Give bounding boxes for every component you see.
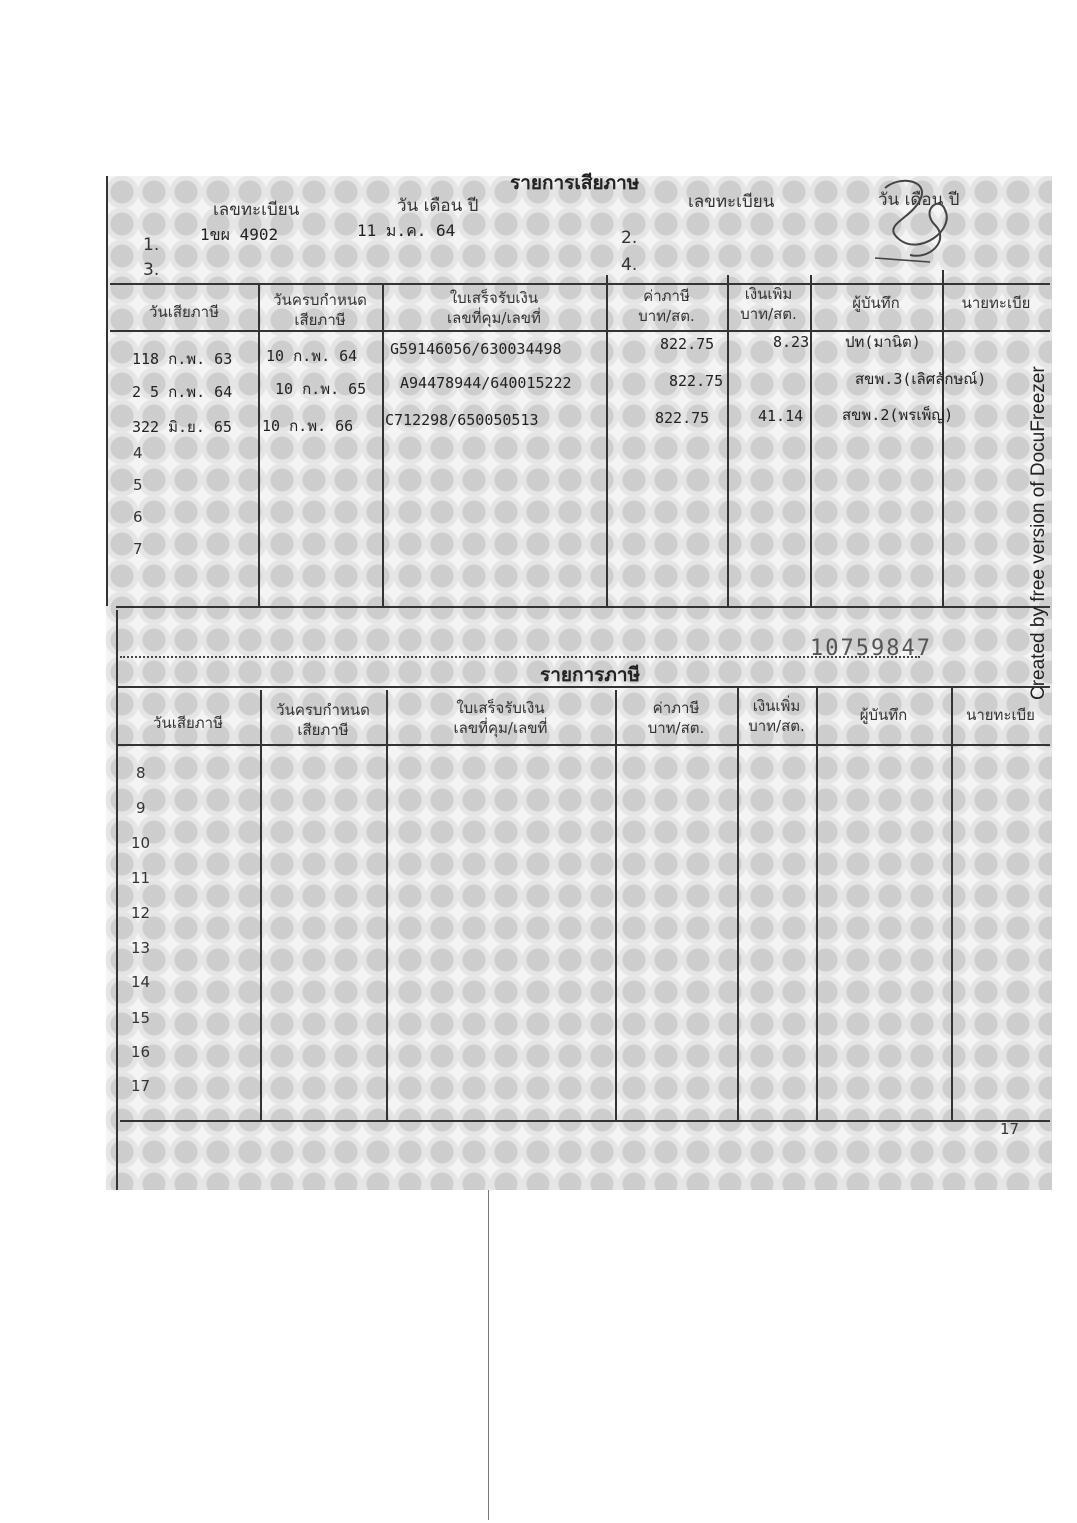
row3-due-date: 10 ก.พ. 66 bbox=[262, 417, 354, 435]
t2-header-recorder: ผู้บันทึก bbox=[859, 706, 908, 724]
reg-label-2: เลขทะเบียน bbox=[688, 192, 775, 212]
row-number: 9 bbox=[136, 799, 146, 817]
t1-header-recorder: ผู้บันทึก bbox=[852, 294, 900, 312]
t2-header-registrar: นายทะเบีย bbox=[966, 706, 1035, 724]
t1-header-surcharge: เงินเพิ่ม บาท/สต. bbox=[740, 285, 797, 323]
table2-bottom-line bbox=[120, 1120, 1050, 1122]
row1-tax: 822.75 bbox=[660, 335, 715, 353]
table2-left-edge bbox=[116, 610, 118, 1190]
row-number: 8 bbox=[136, 764, 146, 782]
table2-col-line bbox=[386, 690, 388, 1120]
watermark-text: Created by free version of DocuFreezer bbox=[1028, 366, 1049, 700]
table1-left-edge bbox=[106, 176, 108, 606]
t1-header-paid-date: วันเสียภาษี bbox=[149, 303, 219, 321]
table1-bottom-line bbox=[116, 606, 1050, 608]
table2-top-line bbox=[116, 686, 1050, 688]
perforation-line bbox=[120, 656, 920, 658]
table2-col-line bbox=[260, 690, 262, 1120]
table1-col-line bbox=[382, 283, 384, 606]
row3-tax: 822.75 bbox=[655, 409, 710, 427]
row1-paid-date: 118 ก.พ. 63 bbox=[132, 350, 233, 368]
index-1: 1. bbox=[143, 235, 160, 255]
row-number: 7 bbox=[133, 540, 143, 558]
row1-recorder: ปท(มานิต) bbox=[845, 333, 921, 351]
table1-col-line bbox=[810, 275, 812, 606]
row2-tax: 822.75 bbox=[669, 372, 724, 390]
row-number: 6 bbox=[133, 508, 143, 526]
row-number: 12 bbox=[131, 904, 151, 922]
index-3: 3. bbox=[143, 260, 160, 280]
reg-label-1: เลขทะเบียน bbox=[213, 200, 300, 220]
row1-receipt: G59146056/630034498 bbox=[390, 340, 562, 358]
registration-number: 1ขผ 4902 bbox=[200, 225, 279, 244]
table1-col-line bbox=[727, 275, 729, 606]
table1-top-line bbox=[110, 283, 1050, 285]
row-number: 14 bbox=[131, 973, 151, 991]
section1-title: รายการเสียภาษ bbox=[510, 172, 640, 194]
date-label-1: วัน เดือน ปี bbox=[397, 196, 479, 216]
row1-surcharge: 8.23 bbox=[773, 333, 810, 351]
t2-header-due-date: วันครบกำหนด เสียภาษี bbox=[276, 701, 370, 739]
row1-due-date: 10 ก.พ. 64 bbox=[266, 347, 358, 365]
row-number: 4 bbox=[133, 444, 143, 462]
table2-col-line bbox=[615, 690, 617, 1120]
row-number: 17 bbox=[131, 1077, 151, 1095]
t2-header-receipt: ใบเสร็จรับเงิน เลขที่คุม/เลขที่ bbox=[453, 699, 548, 737]
registration-date: 11 ม.ค. 64 bbox=[357, 221, 456, 240]
table1-col-line bbox=[942, 270, 944, 606]
t1-header-due-date: วันครบกำหนด เสียภาษี bbox=[273, 291, 367, 329]
table2-col-line bbox=[737, 686, 739, 1120]
section2-title: รายการภาษี bbox=[540, 664, 641, 686]
row-number: 13 bbox=[131, 939, 151, 957]
fold-line bbox=[488, 1190, 489, 1520]
table2-col-line bbox=[951, 686, 953, 1120]
t1-header-tax: ค่าภาษี บาท/สต. bbox=[638, 287, 695, 325]
t2-header-surcharge: เงินเพิ่ม บาท/สต. bbox=[748, 697, 805, 735]
row3-receipt: C712298/650050513 bbox=[385, 411, 539, 429]
index-2: 2. bbox=[621, 228, 638, 248]
row-number: 10 bbox=[131, 834, 151, 852]
t1-header-registrar: นายทะเบีย bbox=[961, 294, 1031, 312]
table2-header-line bbox=[116, 744, 1050, 746]
row3-surcharge: 41.14 bbox=[758, 407, 804, 425]
row2-paid-date: 2 5 ก.พ. 64 bbox=[132, 383, 233, 401]
row2-due-date: 10 ก.พ. 65 bbox=[275, 380, 367, 398]
table2-col-line bbox=[816, 686, 818, 1120]
row2-receipt: A94478944/640015222 bbox=[400, 374, 572, 392]
row-number: 11 bbox=[131, 869, 151, 887]
t2-header-tax: ค่าภาษี บาท/สต. bbox=[647, 699, 705, 737]
page-number: 17 bbox=[1000, 1120, 1020, 1138]
row-number: 5 bbox=[133, 476, 143, 494]
table1-col-line bbox=[258, 283, 260, 606]
serial-number: 10759847 bbox=[810, 636, 932, 661]
index-4: 4. bbox=[621, 255, 638, 275]
t2-header-paid-date: วันเสียภาษี bbox=[153, 714, 223, 732]
row-number: 16 bbox=[131, 1043, 151, 1061]
date-label-2: วัน เดือน ปี bbox=[878, 190, 960, 210]
row-number: 15 bbox=[131, 1009, 151, 1027]
t1-header-receipt: ใบเสร็จรับเงิน เลขที่คุม/เลขที่ bbox=[447, 289, 541, 327]
row2-recorder: สขพ.3(เลิศลักษณ์) bbox=[855, 370, 987, 388]
signature-scribble bbox=[860, 170, 970, 270]
row3-recorder: สขพ.2(พรเพ็ญ) bbox=[842, 406, 954, 424]
row3-paid-date: 322 มิ.ย. 65 bbox=[132, 418, 232, 436]
